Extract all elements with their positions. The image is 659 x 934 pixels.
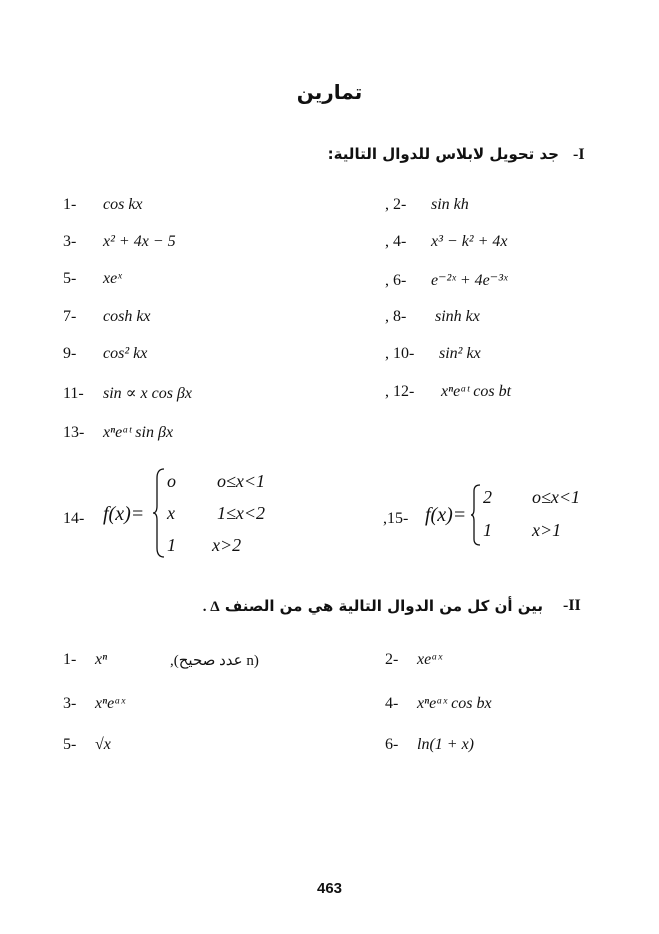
exercise-number: , 6- <box>385 272 407 289</box>
class-delta-symbol: Δ . <box>202 599 220 615</box>
case-value: 1 <box>483 520 492 540</box>
class-exercise-4 <box>385 695 492 713</box>
exercise-expression: cos kx <box>103 196 143 213</box>
exercise-number: , 4- <box>385 233 407 250</box>
piecewise-lhs <box>425 504 466 527</box>
exercise-number: 11- <box>63 385 84 402</box>
exercise-number: 6- <box>385 736 399 753</box>
exercise-number: , 12- <box>385 383 415 400</box>
exercise-expression: x² + 4x − 5 <box>103 233 176 250</box>
exercise-expression: cos² kx <box>103 345 148 362</box>
exercise-number: , 8- <box>385 308 407 325</box>
exercise-expression: sin kh <box>431 196 469 213</box>
case-value: 1 <box>167 535 176 555</box>
piecewise-lhs <box>103 503 144 526</box>
exercise-6 <box>385 270 508 290</box>
exercise-number: 3- <box>63 695 77 712</box>
class-exercise-1 <box>63 651 107 669</box>
class-exercise-2 <box>385 651 442 669</box>
exercise-number: 1- <box>63 651 77 668</box>
integer-note: (n عدد صحيح), <box>170 653 259 669</box>
section-1-number: -I <box>573 146 585 163</box>
case-condition: 1≤x<2 <box>217 503 266 523</box>
class-exercise-5 <box>63 736 111 754</box>
class-exercise-3 <box>63 695 125 713</box>
exercise-expression: xⁿeᵃˣ <box>95 695 126 712</box>
exercise-4 <box>385 233 508 251</box>
left-brace-icon <box>152 468 166 558</box>
exercise-number: , 10- <box>385 345 415 362</box>
exercise-number: ,15- <box>383 510 409 527</box>
exercise-number: 13- <box>63 424 85 441</box>
case-condition: x>2 <box>212 535 242 555</box>
exercise-12 <box>385 383 511 401</box>
exercise-expression: xeᵃˣ <box>417 651 443 668</box>
exercise-expression: √x <box>95 736 111 753</box>
case-value: o <box>167 471 176 491</box>
exercise-number: 1- <box>63 196 77 213</box>
exercise-expression: x³ − k² + 4x <box>431 233 508 250</box>
exercise-expression: sin ∝ x cos βx <box>103 385 192 402</box>
exercise-expression: xⁿeᵃᵗ sin βx <box>103 424 174 441</box>
exercise-expression: e⁻²ˣ + 4e⁻³ˣ <box>431 272 508 289</box>
class-exercise-6 <box>385 736 474 754</box>
exercise-number: 5- <box>63 736 77 753</box>
exercise-1 <box>63 196 143 214</box>
exercise-11 <box>63 383 192 403</box>
exercise-number: , 2- <box>385 196 407 213</box>
case-value: x <box>167 503 175 523</box>
case-condition: o≤x<1 <box>217 471 266 491</box>
exercise-7 <box>63 308 151 326</box>
exercise-number: 3- <box>63 233 77 250</box>
exercise-expression: sinh kx <box>435 308 480 325</box>
exercise-expression: sin² kx <box>439 345 481 362</box>
section-2-heading <box>203 597 543 616</box>
section-2-number: -II <box>563 597 581 614</box>
left-brace-icon <box>470 484 482 546</box>
case-condition: o≤x<1 <box>532 487 581 507</box>
exercise-number: 9- <box>63 345 77 362</box>
exercise-expression: xⁿeᵃˣ cos bx <box>417 695 492 712</box>
exercise-5 <box>63 270 122 288</box>
exercise-expression: ln(1 + x) <box>417 736 474 753</box>
case-value: 2 <box>483 487 492 507</box>
case-condition: x>1 <box>532 520 562 540</box>
exercise-number: 2- <box>385 651 399 668</box>
exercise-8 <box>385 308 480 326</box>
exercise-number: 4- <box>385 695 399 712</box>
exercise-expression: xeˣ <box>103 270 122 287</box>
exercise-expression: xⁿeᵃᵗ cos bt <box>441 383 512 400</box>
section-2-heading-text: بين أن كل من الدوال التالية هي من الصنف <box>224 597 543 615</box>
exercise-expression: xⁿ <box>95 651 108 668</box>
page-title: تمارين <box>296 80 363 104</box>
exercise-10 <box>385 345 481 363</box>
exercise-number: 14- <box>63 510 85 527</box>
exercise-expression: cosh kx <box>103 308 151 325</box>
exercise-number: 5- <box>63 270 77 287</box>
exercise-3 <box>63 233 176 251</box>
exercise-number: 7- <box>63 308 77 325</box>
exercise-9 <box>63 345 147 363</box>
function-label: f(x)= <box>103 503 145 525</box>
function-label: f(x)= <box>425 504 467 526</box>
section-1-heading: جد تحويل لابلاس للدوال التالية: <box>327 145 559 163</box>
exercise-13 <box>63 424 173 442</box>
exercise-2 <box>385 196 469 214</box>
page-number: 463 <box>316 880 343 897</box>
